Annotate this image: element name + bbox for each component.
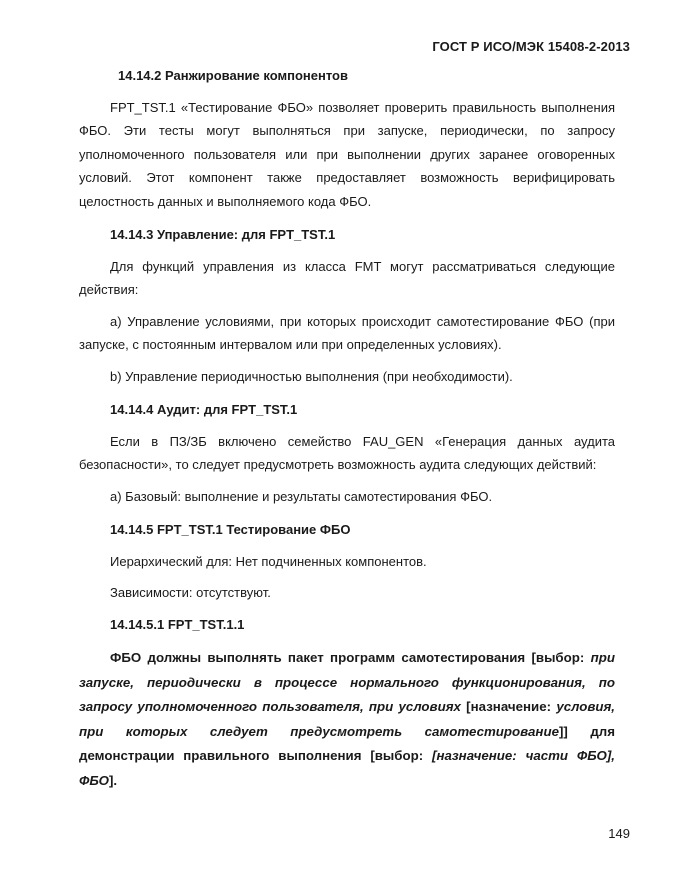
- req-selection-tsf: [назначение: части ФБО], ФБО: [79, 748, 615, 788]
- audit-item-a: а) Базовый: выполнение и результаты самотестирования ФБО.: [110, 488, 493, 504]
- management-item-b: b) Управление периодичностью выполнения (при необходимости).: [110, 368, 513, 384]
- dependencies-text: Зависимости: отсутствуют.: [110, 585, 271, 600]
- section-heading-14-14-3: 14.14.3 Управление: для FPT_TST.1: [110, 227, 336, 242]
- management-item-a: а) Управление условиями, при которых происходит самотестирование ФБО (при запуске, с постоянным интервалом или при определенных условиях).: [79, 313, 615, 352]
- page-number: 149: [608, 826, 630, 841]
- requirement-fpt-tst-1-1: [79, 646, 615, 793]
- req-part-5: ]] для демонстрации правильного выполнения [выбор:: [79, 723, 615, 763]
- req-assignment-conditions: условия, при которых следует предусмотреть самотестирование: [79, 699, 615, 739]
- standard-header: ГОСТ Р ИСО/МЭК 15408-2-2013: [432, 39, 630, 54]
- section-heading-14-14-5-1: 14.14.5.1 FPT_TST.1.1: [110, 616, 245, 632]
- ranking-paragraph: FPT_TST.1 «Тестирование ФБО» позволяет проверить правильность выполнения ФБО. Эти тесты могут выполняться при запуске, периодически, по запросу уполномоченного пользователя или при выполнении других заранее оговоренных условий. Этот компонент также предоставляет возможность верифицировать целостность данных и выполняемого кода ФБО.: [79, 99, 615, 209]
- req-part-1: ФБО должны выполнять пакет программ самотестирования [выбор:: [110, 650, 591, 665]
- management-intro: Для функций управления из класса FMT могут рассматриваться следующие действия:: [79, 258, 615, 297]
- section-heading-14-14-2: 14.14.2 Ранжирование компонентов: [118, 68, 348, 83]
- audit-intro: Если в ПЗ/ЗБ включено семейство FAU_GEN «Генерация данных аудита безопасности», то следует предусмотреть возможность аудита следующих действий:: [79, 433, 615, 472]
- req-selection-options: при запуске, периодически в процессе нормального функционирования, по запросу уполномоченного пользователя, при условиях: [79, 650, 615, 714]
- req-part-7: ].: [108, 772, 118, 788]
- document-body: [79, 64, 615, 793]
- section-heading-14-14-4: 14.14.4 Аудит: для FPT_TST.1: [110, 402, 298, 417]
- hierarchical-text: Иерархический для: Нет подчиненных компонентов.: [110, 553, 427, 569]
- req-part-3: [назначение:: [460, 699, 557, 714]
- section-heading-14-14-5: 14.14.5 FPT_TST.1 Тестирование ФБО: [110, 522, 351, 537]
